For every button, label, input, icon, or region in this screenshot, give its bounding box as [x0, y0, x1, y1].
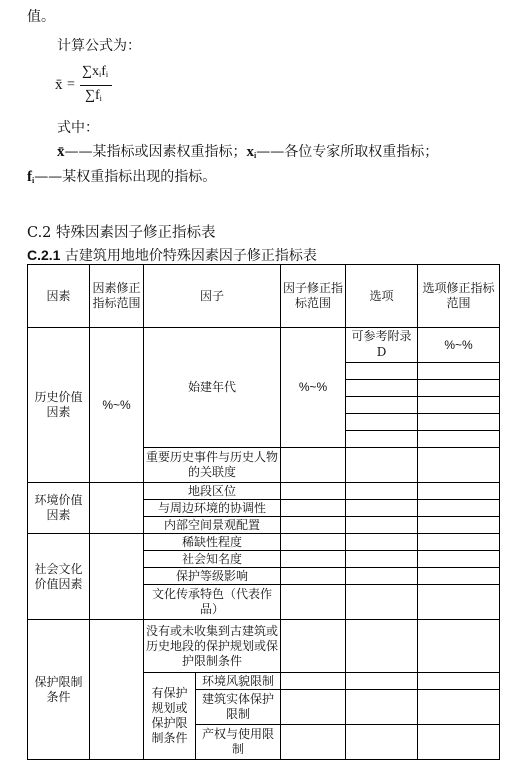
header-group-range: 因素修正指标范围	[90, 265, 144, 328]
factor-harmony: 与周边环境的协调性	[144, 500, 281, 517]
section-title: C.2 特殊因素因子修正指标表	[27, 225, 216, 241]
factor-cultural-heritage: 文化传承特色（代表作品）	[144, 585, 281, 620]
definition-line	[57, 143, 438, 165]
empty-cell	[346, 431, 418, 448]
subgroup-with-protection: 有保护规划或保护限制条件	[144, 673, 196, 760]
factor-landscape: 内部空间景观配置	[144, 517, 281, 534]
empty-cell	[418, 380, 500, 397]
definition-text: ——某指标或因素权重指标；	[64, 144, 247, 160]
empty-cell	[346, 673, 418, 690]
header-factor: 因子	[144, 265, 281, 328]
table-caption: 古建筑用地地价特殊因素因子修正指标表	[60, 248, 317, 264]
empty-cell	[418, 500, 500, 517]
empty-cell	[346, 551, 418, 568]
table-row	[28, 534, 500, 551]
group-history-range: %~%	[90, 328, 144, 483]
group-history: 历史价值因素	[28, 328, 90, 483]
weight-formula	[55, 64, 125, 110]
empty-cell	[418, 585, 500, 620]
empty-cell	[281, 448, 346, 483]
empty-cell	[418, 725, 500, 760]
empty-cell	[346, 500, 418, 517]
empty-cell	[346, 690, 418, 725]
header-factor-group: 因素	[28, 265, 90, 328]
empty-cell	[281, 585, 346, 620]
empty-cell	[281, 500, 346, 517]
table-row	[28, 620, 500, 673]
factor-location: 地段区位	[144, 483, 281, 500]
table-row	[28, 328, 500, 363]
formula-denominator: $\sum f_i$	[85, 88, 102, 103]
factor-landscape-limit: 环境风貌限制	[196, 673, 281, 690]
empty-cell	[90, 534, 144, 620]
empty-cell	[418, 568, 500, 585]
empty-cell	[346, 483, 418, 500]
xbar-symbol: x̄	[57, 144, 65, 160]
empty-cell	[281, 568, 346, 585]
empty-cell	[281, 534, 346, 551]
header-factor-range: 因子修正指标范围	[281, 265, 346, 328]
header-option-range: 选项修正指标范围	[418, 265, 500, 328]
intro-line: 值。	[27, 9, 55, 25]
empty-cell	[418, 414, 500, 431]
factor-start-year: 始建年代	[144, 328, 281, 448]
formula-numerator: $\sum x_if_i$	[82, 64, 109, 79]
formula-intro: 计算公式为：	[57, 38, 141, 54]
table-number: C.2.1	[27, 247, 61, 263]
empty-cell	[418, 448, 500, 483]
definition-text: ——某权重指标出现的指标。	[34, 169, 217, 185]
correction-index-table	[27, 264, 500, 760]
empty-cell	[281, 725, 346, 760]
empty-cell	[346, 568, 418, 585]
factor-no-protection-plan: 没有或未收集到古建筑或历史地段的保护规划或保护限制条件	[144, 620, 281, 673]
empty-cell	[418, 620, 500, 673]
definition-line	[27, 168, 216, 190]
fi-symbol: $f_i$	[27, 169, 35, 185]
empty-cell	[281, 551, 346, 568]
empty-cell	[281, 673, 346, 690]
definition-text: ——各位专家所取权重指标；	[256, 144, 439, 160]
table-row	[28, 483, 500, 500]
empty-cell	[346, 725, 418, 760]
option-range: %~%	[418, 328, 500, 363]
factor-popularity: 社会知名度	[144, 551, 281, 568]
empty-cell	[281, 620, 346, 673]
group-environment: 环境价值因素	[28, 483, 90, 534]
factor-start-year-range: %~%	[281, 328, 346, 448]
empty-cell	[346, 517, 418, 534]
empty-cell	[418, 673, 500, 690]
empty-cell	[90, 620, 144, 760]
empty-cell	[418, 483, 500, 500]
xi-symbol: $x_i$	[246, 144, 257, 160]
empty-cell	[418, 551, 500, 568]
empty-cell	[346, 620, 418, 673]
header-option: 选项	[346, 265, 418, 328]
factor-protection-level: 保护等级影响	[144, 568, 281, 585]
empty-cell	[418, 534, 500, 551]
formula-lhs: x̄	[55, 77, 63, 93]
factor-scarcity: 稀缺性程度	[144, 534, 281, 551]
empty-cell	[418, 431, 500, 448]
empty-cell	[346, 363, 418, 380]
formula-equals: =	[67, 77, 75, 92]
formula-fraction-bar	[80, 85, 112, 86]
empty-cell	[418, 397, 500, 414]
empty-cell	[346, 534, 418, 551]
empty-cell	[281, 690, 346, 725]
option-appendix-d: 可参考附录D	[346, 328, 418, 363]
empty-cell	[90, 483, 144, 534]
empty-cell	[346, 414, 418, 431]
empty-cell	[418, 363, 500, 380]
empty-cell	[281, 517, 346, 534]
empty-cell	[418, 517, 500, 534]
empty-cell	[418, 690, 500, 725]
group-protection: 保护限制条件	[28, 620, 90, 760]
empty-cell	[281, 483, 346, 500]
factor-building-limit: 建筑实体保护限制	[196, 690, 281, 725]
header-row	[28, 265, 500, 328]
table-title	[27, 245, 317, 265]
factor-history-relevance: 重要历史事件与历史人物的关联度	[144, 448, 281, 483]
empty-cell	[346, 448, 418, 483]
empty-cell	[346, 585, 418, 620]
empty-cell	[346, 397, 418, 414]
where-label: 式中：	[57, 120, 99, 136]
factor-property-limit: 产权与使用限制	[196, 725, 281, 760]
empty-cell	[346, 380, 418, 397]
group-social: 社会文化价值因素	[28, 534, 90, 620]
